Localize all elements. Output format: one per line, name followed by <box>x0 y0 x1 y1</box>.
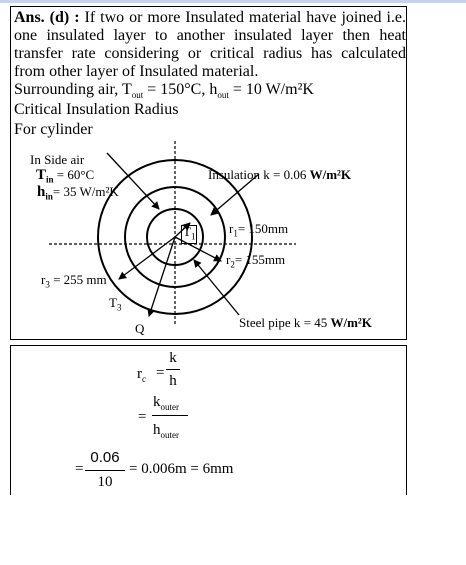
fraction-bar-1 <box>166 369 180 370</box>
h-denominator: h <box>169 373 177 389</box>
section-heading: Critical Insulation Radius <box>14 101 179 118</box>
answer-text: If two or more Insulated material have joined i.e. one insulated layer to another insulated layer then heat transfer rate considering or critical radius has calculated from other layer of Insulated material. <box>14 9 407 80</box>
q-label: Q <box>135 321 145 336</box>
surrounding-air-line: Surrounding air, $T_{out} = 150^\circ C$, $h_{out} = 10$ W/m²K <box>14 81 314 101</box>
section-subheading: For cylinder <box>14 121 93 138</box>
answer-box <box>10 6 407 340</box>
equals-sign-1: = <box>156 365 165 381</box>
denominator-value: 10 <box>97 474 113 490</box>
r1-label: $r_1= 150mm$ <box>229 221 289 239</box>
steel-pipe-label: Steel pipe k = 45 W/m²K <box>239 315 372 330</box>
top-border-line <box>0 0 466 3</box>
insulation-label: Insulation k = 0.06 W/m²K <box>208 167 352 182</box>
k-outer: $k_{outer}$ <box>153 394 179 412</box>
t3-label: $T_3$ <box>109 295 122 313</box>
h-in-label: $h_{in}= 35$ W/m²K <box>37 184 119 202</box>
result-value: = 0.006m = 6mm <box>129 461 234 477</box>
r2-label: $r_2= 155mm$ <box>226 252 286 270</box>
t1-label: $T_1$ <box>183 224 196 242</box>
r3-label: $r_3 = 255$ mm <box>41 272 107 290</box>
inside-air-label: In Side air <box>30 152 85 167</box>
fraction-bar-2 <box>152 415 188 416</box>
equals-sign-3: = <box>75 461 84 477</box>
fraction-bar-3 <box>85 470 125 471</box>
answer-label: Ans. (d) : <box>14 9 80 26</box>
solution-box <box>10 345 407 495</box>
t-in-label: $T_{in} = 60^\circ C$ <box>36 167 95 185</box>
heat-flow-arrow <box>149 237 175 316</box>
equals-sign-2: = <box>138 409 147 425</box>
h-outer: $h_{outer}$ <box>153 422 179 440</box>
rc-symbol: $r_c$ <box>137 366 146 384</box>
k-numerator: k <box>169 350 177 366</box>
numerator-value: 0.06 <box>90 449 120 466</box>
